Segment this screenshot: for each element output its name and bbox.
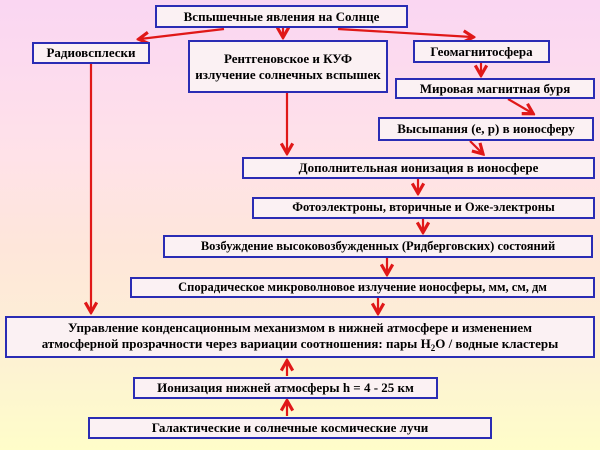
- node-radio-bursts: Радиовсплески: [32, 42, 150, 64]
- node-condensation-mechanism: [5, 316, 595, 358]
- condensation-line-1: Управление конденсационным механизмом в нижней атмосфере и изменением: [68, 320, 532, 336]
- node-photoelectrons: Фотоэлектроны, вторичные и Оже-электроны: [252, 197, 595, 219]
- node-flare-title: Вспышечные явления на Солнце: [155, 5, 408, 28]
- arrow-precip-to-ionization: [470, 141, 482, 153]
- node-magnetic-storm: Мировая магнитная буря: [395, 78, 595, 99]
- node-sporadic-microwave: Спорадическое микроволновое излучение ионосферы, мм, см, дм: [130, 277, 595, 298]
- node-rydberg-states: Возбуждение высоковозбужденных (Ридберговских) состояний: [163, 235, 593, 258]
- arrow-title-to-radio: [140, 29, 224, 39]
- node-precipitation: Высыпания (е, р) в ионосферу: [378, 117, 594, 141]
- node-xray-euv: Рентгеновское и КУФ излучение солнечных вспышек: [188, 40, 388, 93]
- condensation-line-2: атмосферной прозрачности через вариации соотношения: пары $H_2O$ / водные кластеры: [41, 335, 559, 353]
- node-cosmic-rays: Галактические и солнечные космические лучи: [88, 417, 492, 439]
- node-geomagnetosphere: Геомагнитосфера: [413, 40, 550, 63]
- arrow-storm-to-precip: [508, 99, 532, 113]
- arrow-title-to-geo: [338, 29, 472, 37]
- node-extra-ionization: Дополнительная ионизация в ионосфере: [242, 157, 595, 179]
- node-lower-ionization: Ионизация нижней атмосферы h = 4 - 25 км: [133, 377, 438, 399]
- h2o-subscript: 2: [430, 342, 436, 353]
